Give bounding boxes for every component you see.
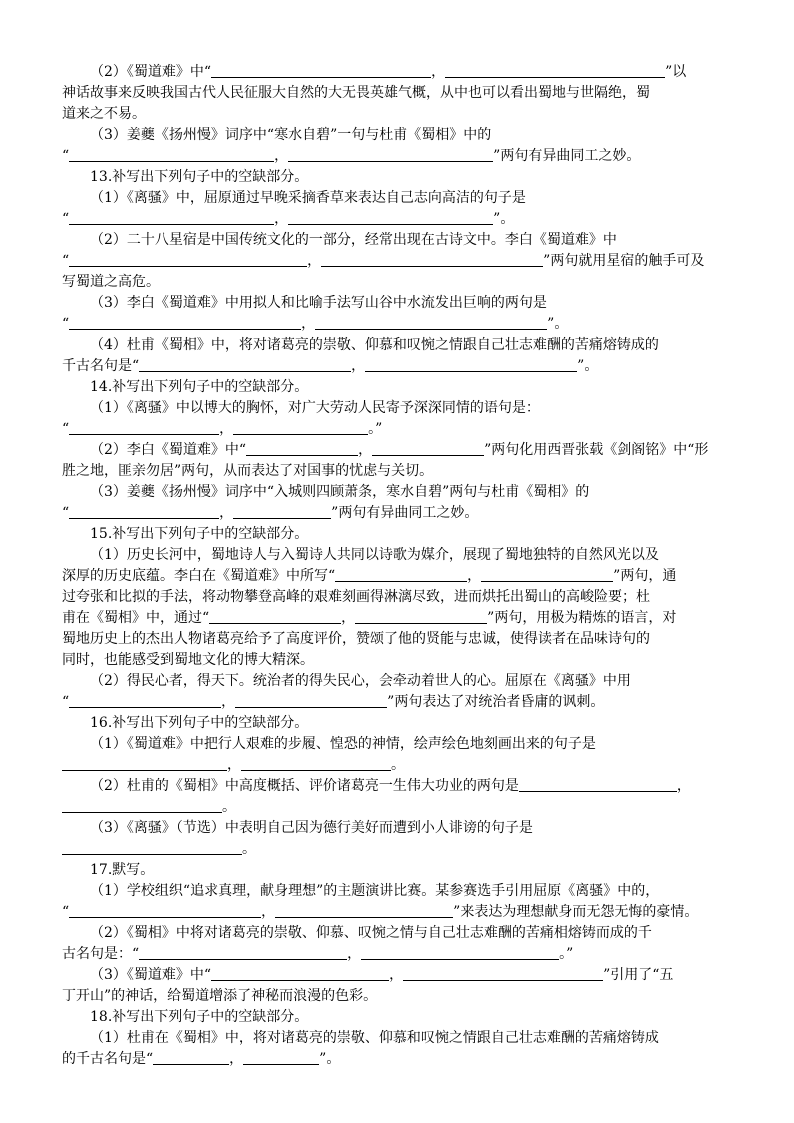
q15-2-line2: “ ， ”两句表达了对统治者昏庸的讽刺。 xyxy=(62,694,605,710)
question-16-heading: 16.补写出下列句子中的空缺部分。 xyxy=(90,715,309,731)
answer-blank[interactable] xyxy=(365,356,577,372)
q13-4-line1: （4）杜甫《蜀相》中，将对诸葛亮的崇敬、仰慕和叹惋之情跟自己壮志难酬的苦痛熔铸成的 xyxy=(90,337,659,353)
answer-blank[interactable] xyxy=(519,776,677,792)
q16-2-line1: （2）杜甫的《蜀相》中高度概括、评价诸葛亮一生伟大功业的两句是 ， xyxy=(90,778,691,794)
q13-2-line1: （2）二十八星宿是中国传统文化的一部分，经常出现在古诗文中。李白《蜀道难》中 xyxy=(90,232,617,248)
answer-blank[interactable] xyxy=(69,209,274,225)
q16-3-line1: （3）《离骚》（节选）中表明自己因为德行美好而遭到小人诽谤的句子是 xyxy=(90,820,533,836)
q13-4-line2: 千古名句是“ ， ”。 xyxy=(62,358,599,374)
q16-1-line2: ， 。 xyxy=(62,755,742,776)
q14-2-line1: （2）李白《蜀道难》中“ ， ”两句化用西晋张载《剑阁铭》中“形 xyxy=(90,442,709,458)
question-18-heading: 18.补写出下列句子中的空缺部分。 xyxy=(90,1009,309,1025)
text-line: 神话故事来反映我国古代人民征服大自然的大无畏英雄气概，从中也可以看出蜀地与世隔绝，蜀 xyxy=(62,85,650,101)
q15-1-line1: （1）历史长河中，蜀地诗人与入蜀诗人共同以诗歌为媒介，展现了蜀地独特的自然风光以及 xyxy=(90,547,659,563)
text-line: 丁开山”的神话，给蜀道增添了神秘而浪漫的色彩。 xyxy=(62,988,378,1004)
q13-3-line2: “ ， ”。 xyxy=(62,316,569,332)
text-line: 蜀地历史上的杰出人物诸葛亮给予了高度评价，赞颂了他的贤能与忠诚，使得读者在品味诗句的 xyxy=(62,631,650,647)
answer-blank[interactable] xyxy=(288,146,493,162)
q16-1-line1: （1）《蜀道难》中把行人艰难的步履、惶恐的神情，绘声绘色地刻画出来的句子是 xyxy=(90,736,596,752)
answer-blank[interactable] xyxy=(69,902,261,918)
answer-blank[interactable] xyxy=(233,503,331,519)
answer-blank[interactable] xyxy=(69,314,301,330)
answer-blank[interactable] xyxy=(211,965,389,981)
answer-blank[interactable] xyxy=(372,440,484,456)
answer-blank[interactable] xyxy=(335,566,467,582)
answer-blank[interactable] xyxy=(355,608,487,624)
answer-blank[interactable] xyxy=(321,251,543,267)
q12-3-line1: （3）姜夔《扬州慢》词序中“寒水自碧”一句与杜甫《蜀相》中的 xyxy=(90,127,492,143)
answer-blank[interactable] xyxy=(233,419,368,435)
answer-blank[interactable] xyxy=(246,440,358,456)
q12-3-line2: “ ， ”两句有异曲同工之妙。 xyxy=(62,148,641,164)
q18-1-line1: （1）杜甫在《蜀相》中，将对诸葛亮的崇敬、仰慕和叹惋之情跟自己壮志难酬的苦痛熔铸成 xyxy=(90,1030,659,1046)
q14-3-line1: （3）姜夔《扬州慢》词序中“入城则四顾萧条，寒水自碧”两句与杜甫《蜀相》的 xyxy=(90,484,590,500)
text-line: 胜之地，匪亲勿居”两句，从而表达了对国事的忧虑与关切。 xyxy=(62,463,434,479)
answer-blank[interactable] xyxy=(235,692,387,708)
answer-blank[interactable] xyxy=(139,356,351,372)
question-13-heading: 13.补写出下列句子中的空缺部分。 xyxy=(90,169,309,185)
answer-blank[interactable] xyxy=(315,314,547,330)
answer-blank[interactable] xyxy=(241,755,391,771)
question-17-heading: 17.默写。 xyxy=(90,862,155,878)
question-14-heading: 14.补写出下列句子中的空缺部分。 xyxy=(90,379,309,395)
question-15-heading: 15.补写出下列句子中的空缺部分。 xyxy=(90,526,309,542)
answer-blank[interactable] xyxy=(403,965,603,981)
answer-blank[interactable] xyxy=(445,62,665,78)
q17-1-line2: “ ， ”来表达为理想献身而无怨无悔的豪情。 xyxy=(62,904,699,920)
answer-blank[interactable] xyxy=(69,251,307,267)
q17-2-line2: 古名句是：“ ， 。” xyxy=(62,946,574,962)
q14-1-line1: （1）《离骚》中以博大的胸怀，对广大劳动人民寄予深深同情的语句是： xyxy=(90,400,540,416)
q13-1-line1: （1）《离骚》中，屈原通过早晚采摘香草来表达自己志向高洁的句子是 xyxy=(90,190,526,206)
answer-blank[interactable] xyxy=(481,566,613,582)
answer-blank[interactable] xyxy=(69,503,219,519)
q13-3-line1: （3）李白《蜀道难》中用拟人和比喻手法写山谷中水流发出巨响的两句是 xyxy=(90,295,547,311)
q16-3-line2: 。 xyxy=(62,839,742,860)
q14-3-line2: “ ， ”两句有异曲同工之妙。 xyxy=(62,505,479,521)
answer-blank[interactable] xyxy=(361,944,559,960)
q13-2-line2: “ ， ”两句就用星宿的触手可及 xyxy=(62,253,705,269)
q14-1-line2: “ ， 。” xyxy=(62,421,383,437)
q16-2-line2: 。 xyxy=(62,797,742,818)
answer-blank[interactable] xyxy=(69,146,274,162)
text-line: 写蜀道之高危。 xyxy=(62,274,160,290)
q12-2-line1 xyxy=(90,62,742,83)
answer-blank[interactable] xyxy=(275,902,453,918)
q15-1-line2: 深厚的历史底蕴。李白在《蜀道难》中所写“ ， ”两句，通 xyxy=(62,568,677,584)
text-line: 道来之不易。 xyxy=(62,106,146,122)
q15-2-line1: （2）得民心者，得天下。统治者的得失民心，会牵动着世人的心。屈原在《离骚》中用 xyxy=(90,673,631,689)
answer-blank[interactable] xyxy=(62,797,222,813)
text: ， xyxy=(431,64,446,80)
q15-1-line4: 甫在《蜀相》中，通过“ ， ”两句，用极为精炼的语言，对 xyxy=(62,610,677,626)
answer-blank[interactable] xyxy=(211,62,431,78)
text-line: 同时，也能感受到蜀地文化的博大精深。 xyxy=(62,652,314,668)
answer-blank[interactable] xyxy=(69,692,221,708)
q17-2-line1: （2）《蜀相》中将对诸葛亮的崇敬、仰慕、叹惋之情与自己壮志难酬的苦痛相熔铸而成的千 xyxy=(90,925,652,941)
answer-blank[interactable] xyxy=(243,1049,319,1065)
answer-blank[interactable] xyxy=(69,419,219,435)
q17-3-line1: （3）《蜀道难》中“ ， ”引用了“五 xyxy=(90,967,674,983)
q17-1-line1: （1）学校组织“追求真理，献身理想”的主题演讲比赛。某参赛选手引用屈原《离骚》中的， xyxy=(90,883,660,899)
text-line: 过夸张和比拟的手法，将动物攀登高峰的艰难刻画得淋漓尽致，进而烘托出蜀山的高峻险要；杜 xyxy=(62,589,650,605)
answer-blank[interactable] xyxy=(288,209,493,225)
answer-blank[interactable] xyxy=(62,839,242,855)
text: （2）《蜀道难》中“ xyxy=(90,64,212,80)
answer-blank[interactable] xyxy=(209,608,341,624)
answer-blank[interactable] xyxy=(62,755,227,771)
q18-1-line2: 的千古名句是“ ， ”。 xyxy=(62,1051,341,1067)
answer-blank[interactable] xyxy=(153,1049,229,1065)
q13-1-line2: “ ， ”。 xyxy=(62,211,515,227)
text: ”以 xyxy=(665,64,687,80)
answer-blank[interactable] xyxy=(139,944,347,960)
